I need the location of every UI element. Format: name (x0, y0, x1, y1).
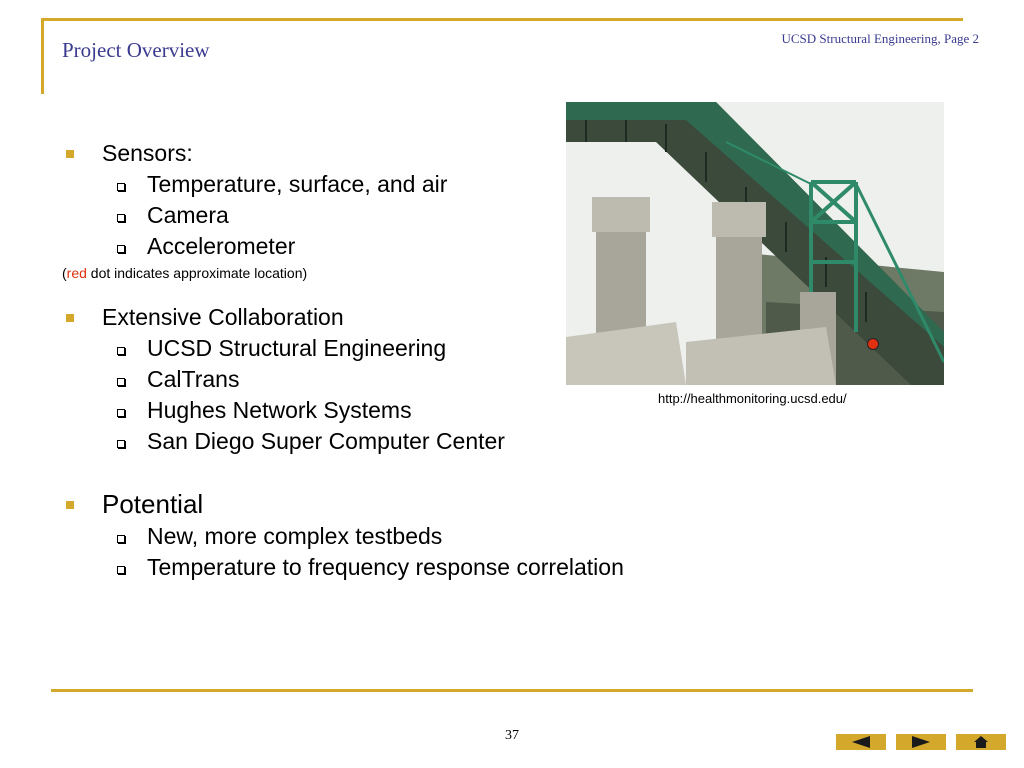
header-note: UCSD Structural Engineering, Page 2 (781, 31, 979, 46)
sub-bullet: Hughes Network Systems (62, 395, 702, 426)
footer-rule (51, 689, 973, 692)
sub-bullet: Temperature, surface, and air (62, 169, 702, 200)
bullet-collaboration: Extensive Collaboration (62, 302, 702, 333)
frame-vertical-rule (41, 18, 44, 94)
sub-bullet: Camera (62, 200, 702, 231)
home-button[interactable] (956, 734, 1006, 750)
slide-title: Project Overview (62, 38, 210, 62)
sub-bullet: Accelerometer (62, 231, 702, 262)
sub-bullet: Temperature to frequency response correlation (62, 552, 702, 583)
frame-top-rule (41, 18, 963, 21)
photo-caption: http://healthmonitoring.ucsd.edu/ (658, 391, 847, 406)
bullet-potential: Potential (62, 487, 702, 521)
bullet-sensors: Sensors: (62, 138, 702, 169)
bridge-photo (566, 102, 944, 385)
location-note: (red dot indicates approximate location) (62, 265, 308, 281)
red-word: red (66, 265, 87, 281)
arrow-left-icon (848, 736, 874, 748)
sub-bullet: UCSD Structural Engineering (62, 333, 702, 364)
previous-slide-button[interactable] (836, 734, 886, 750)
next-slide-button[interactable] (896, 734, 946, 750)
page-number: 37 (505, 728, 519, 743)
sub-bullet: New, more complex testbeds (62, 521, 702, 552)
home-icon (974, 736, 988, 748)
sub-bullet: CalTrans (62, 364, 702, 395)
sub-bullet: San Diego Super Computer Center (62, 426, 702, 457)
arrow-right-icon (908, 736, 934, 748)
